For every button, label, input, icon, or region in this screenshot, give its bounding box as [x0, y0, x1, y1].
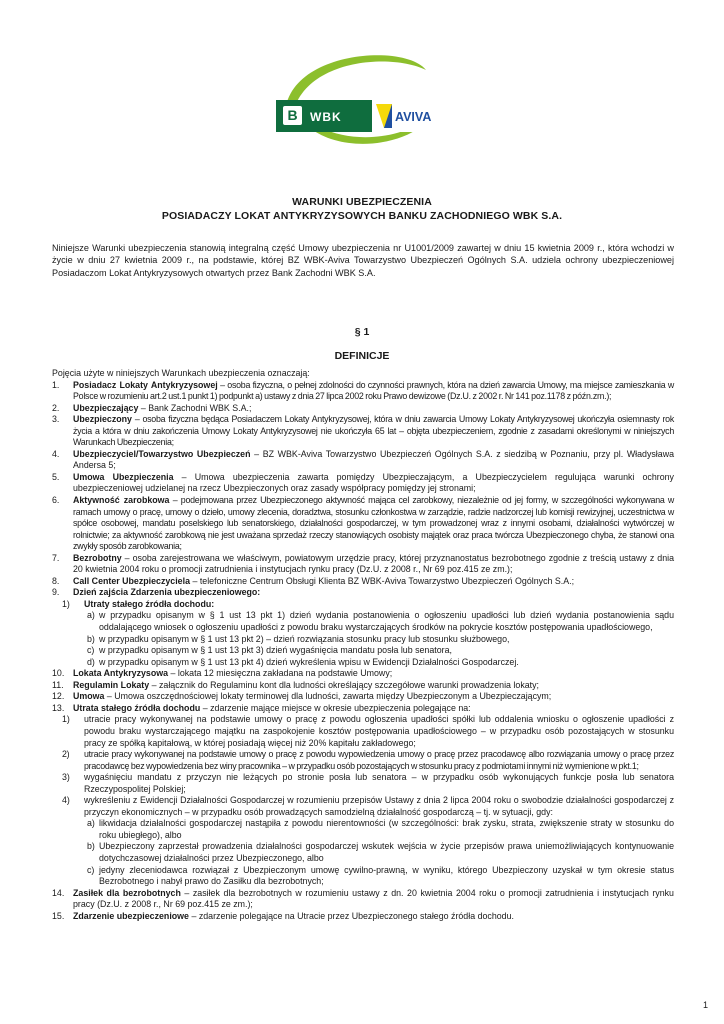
- sub-item: 1) Utraty stałego źródła dochodu:: [62, 598, 215, 609]
- letter-item: a) w przypadku opisanym w § 1 ust 13 pkt 1) dzień wydania postanowienia o ogłoszeniu upadłości lub dzień wydania postanowienia sądu oddalającego wniosek o ogłoszeniu upadłości z powodu braku wystarczających środków na pokrycie kosztów postępowania upadłościowego,: [87, 610, 674, 633]
- definition-item: 14. Zasiłek dla bezrobotnych – zasiłek dla bezrobotnych w rozumieniu ustawy z dn. 20 kwietnia 2004 roku o promocji zatrudnienia i instytucjach rynku pracy (Dz.U. z 2008 r., Nr 69 poz.415 ze zm.);: [52, 887, 674, 910]
- definition-item: 3. Ubezpieczony – osoba fizyczna będąca Posiadaczem Lokaty Antykryzysowej, która w dniu zawarcia Umowy Lokaty Antykryzysowej ukończyła osiemnasty rok życia a która w dniu zakończenia Umowy Lokaty Antykryzysowej nie ukończyła 65 lat – objęta ubezpieczeniem, zgodnie z zasadami określonymi w niniejszych Warunkach Ubezpieczenia;: [52, 414, 674, 448]
- document-title-line2: POSIADACZY LOKAT ANTYKRYZYSOWYCH BANKU ZACHODNIEGO WBK S.A.: [161, 210, 563, 222]
- sub-item: 2) utracie pracy wykonywanej na podstawie umowy o pracę z powodu wypowiedzenia umowy o pracę przez pracodawcę albo rozwiązania umowy o pracę przez pracodawcę bez wypowiedzenia bez winy pracownika – w przypadku osób pozostających w stosunku pracy z podmiotami innymi niż wymienione w pkt.1;: [62, 749, 674, 771]
- letter-item: a) likwidacja działalności gospodarczej nastąpiła z powodu nierentowności (w szczególności: brak zysku, strata, zwiększenie straty w stosunku do roku ubiegłego), albo: [87, 818, 674, 840]
- definition-item: 5. Umowa Ubezpieczenia – Umowa ubezpieczenia zawarta pomiędzy Ubezpieczającym, a Ubezpieczycielem regulująca warunki ochrony ubezpieczeniowej udzielanej na rzecz Ubezpieczonych oraz zasady współpracy pomiędzy jej stronami;: [52, 471, 674, 494]
- definition-item: 2. Ubezpieczający – Bank Zachodni WBK S.A.;: [52, 402, 252, 413]
- svg-text:AVIVA: AVIVA: [395, 110, 432, 124]
- letter-item: d) w przypadku opisanym w § 1 ust 13 pkt 4) dzień wykreślenia wpisu w Ewidencji Działalności Gospodarczej.: [87, 656, 519, 667]
- definition-item: 13. Utrata stałego źródła dochodu – zdarzenie mające miejsce w okresie ubezpieczenia polegające na:: [52, 702, 471, 713]
- definition-item: 15. Zdarzenie ubezpieczeniowe – zdarzenie polegające na Utracie przez Ubezpieczonego stałego źródła dochodu.: [52, 910, 514, 921]
- definition-item: 7. Bezrobotny – osoba zarejestrowana we właściwym, powiatowym urzędzie pracy, której przyznanostatus bezrobotnego zgodnie z treścią ustawy z dnia 20 kwietnia 2004 roku o promocji zatrudnienia i instytucjach rynku pracy (Dz.U. z 2008 r., Nr 69 poz.415 ze zm.);: [52, 552, 674, 575]
- definition-item: 12. Umowa – Umowa oszczędnościowej lokaty terminowej dla ludności, zawarta między Ubezpieczonym a Ubezpieczającym;: [52, 691, 552, 702]
- section-number: § 1: [354, 326, 370, 338]
- letter-item: b) w przypadku opisanym w § 1 ust 13 pkt 2) – dzień rozwiązania stosunku pracy lub stosunku służbowego,: [87, 633, 510, 644]
- definition-item: 6. Aktywność zarobkowa – podejmowana przez Ubezpieczonego aktywność mająca cel zarobkowy, niezależnie od jej formy, w szczególności wykonywana w ramach umowy o pracę, umowy o dzieło, umowy zlecenia, doradztwa, stosunku członkostwa w zarządzie, radzie nadzorczej lub komisji rewizyjnej, uczestnictwa w spółce osobowej, mandatu poselskiego lub senatorskiego, działalności gospodarczej, w tym prowadzonej wraz z innymi osobami, działalności wytwórczej w rolnictwie; za aktywność zarobkową nie jest uważana sprzedaż rzeczy stanowiących osobisty majątek oraz praca twórcza Ubezpieczonego chyba, że stanowi ona zwykły sposób zarobkowania;: [52, 495, 674, 552]
- sub-item: 1) utracie pracy wykonywanej na podstawie umowy o pracę z powodu ogłoszenia upadłości spółki lub oddalenia wniosku o ogłoszenie upadłości z powodu braku wystarczającego majątku na zaspokojenie kosztów postępowania upadłościowego – w przypadku osób pozostających w stosunku pracy ze spółką kapitałową, w której posiadają więcej niż 20% kapitału zakładowego;: [62, 714, 674, 748]
- svg-text:B: B: [287, 107, 298, 123]
- letter-item: c) w przypadku opisanym w § 1 ust 13 pkt 3) dzień wygaśnięcia mandatu posła lub senatora,: [87, 645, 452, 656]
- intro-paragraph: Niniejsze Warunki ubezpieczenia stanowią integralną część Umowy ubezpieczenia nr U1001/2009 zawartej w dniu 15 kwietnia 2009 r., która wchodzi w życie w dniu 27 kwietnia 2009 r., na podstawie, której BZ WBK-Aviva Towarzystwo Ubezpieczeń Ogólnych S.A. udziela ochrony ubezpieczeniowej Posiadaczom Lokat Antykryzysowych otwartych przez Bank Zachodni WBK S.A.: [52, 243, 674, 278]
- letter-item: c) jedyny zleceniodawca rozwiązał z Ubezpieczonym umowę cywilno-prawną, w wyniku, którego Ubezpieczony uzyskał w tym okresie status Bezrobotnego i nabył prawo do Zasiłku dla bezrobotnych;: [87, 864, 674, 887]
- definition-item: 1. Posiadacz Lokaty Antykryzysowej – osoba fizyczna, o pełnej zdolności do czynności prawnych, która na dzień zawarcia Umowy, ma miejsce zamieszkania w Polsce w rozumieniu art.2 ust.1 punkt 1) podpunkt a) ustawy z dnia 27 lipca 2002 roku Prawo dewizowe (Dz.U. z 2002 r. Nr 141 poz.1178 z późn.zm.);: [52, 379, 674, 402]
- definitions-lead: Pojęcia użyte w niniejszych Warunkach ubezpieczenia oznaczają:: [52, 368, 310, 378]
- letter-item: b) Ubezpieczony zaprzestał prowadzenia działalności gospodarczej wskutek wejścia w życie przepisów prawa uniemożliwiających kontynuowanie dotychczasowej działalności przez Ubezpieczonego, albo: [87, 841, 674, 863]
- definition-item: 8. Call Center Ubezpieczyciela – telefoniczne Centrum Obsługi Klienta BZ WBK-Aviva Towarzystwo Ubezpieczeń Ogólnych S.A.;: [52, 575, 575, 586]
- sub-item: 4) wykreśleniu z Ewidencji Działalności Gospodarczej w rozumieniu przepisów Ustawy z dnia 2 lipca 2004 roku o swobodzie działalności gospodarczej z przyczyn ekonomicznych – w przypadku osób prowadzących samodzielną działalność gospodarczą – tj. w sytuacji, gdy:: [62, 795, 674, 817]
- page-number: 1: [702, 1000, 708, 1010]
- section-title: DEFINICJE: [334, 350, 390, 362]
- document-title-line1: WARUNKI UBEZPIECZENIA: [292, 196, 432, 208]
- svg-text:WBK: WBK: [310, 110, 342, 124]
- definition-item: 9. Dzień zajścia Zdarzenia ubezpieczeniowego:: [52, 587, 261, 598]
- definition-item: 10. Lokata Antykryzysowa – lokata 12 miesięczna zakładana na podstawie Umowy;: [52, 668, 393, 679]
- bzwbk-aviva-logo: [276, 44, 442, 154]
- definition-item: 11. Regulamin Lokaty – załącznik do Regulaminu kont dla ludności określający szczegółowe warunki prowadzenia lokaty;: [52, 679, 539, 690]
- definitions-list: [52, 368, 674, 922]
- logo-top-swoosh: [286, 55, 426, 106]
- logo-graphic: [276, 44, 442, 154]
- definition-item: 4. Ubezpieczyciel/Towarzystwo Ubezpieczeń – BZ WBK-Aviva Towarzystwo Ubezpieczeń Ogólnych S.A. z siedzibą w Poznaniu, przy pl. Władysława Andersa 5;: [52, 448, 674, 471]
- sub-item: 3) wygaśnięciu mandatu z przyczyn nie leżących po stronie posła lub senatora – w przypadku osób wykonujących funkcje posła lub senatora Rzeczypospolitej Polskiej;: [62, 772, 674, 794]
